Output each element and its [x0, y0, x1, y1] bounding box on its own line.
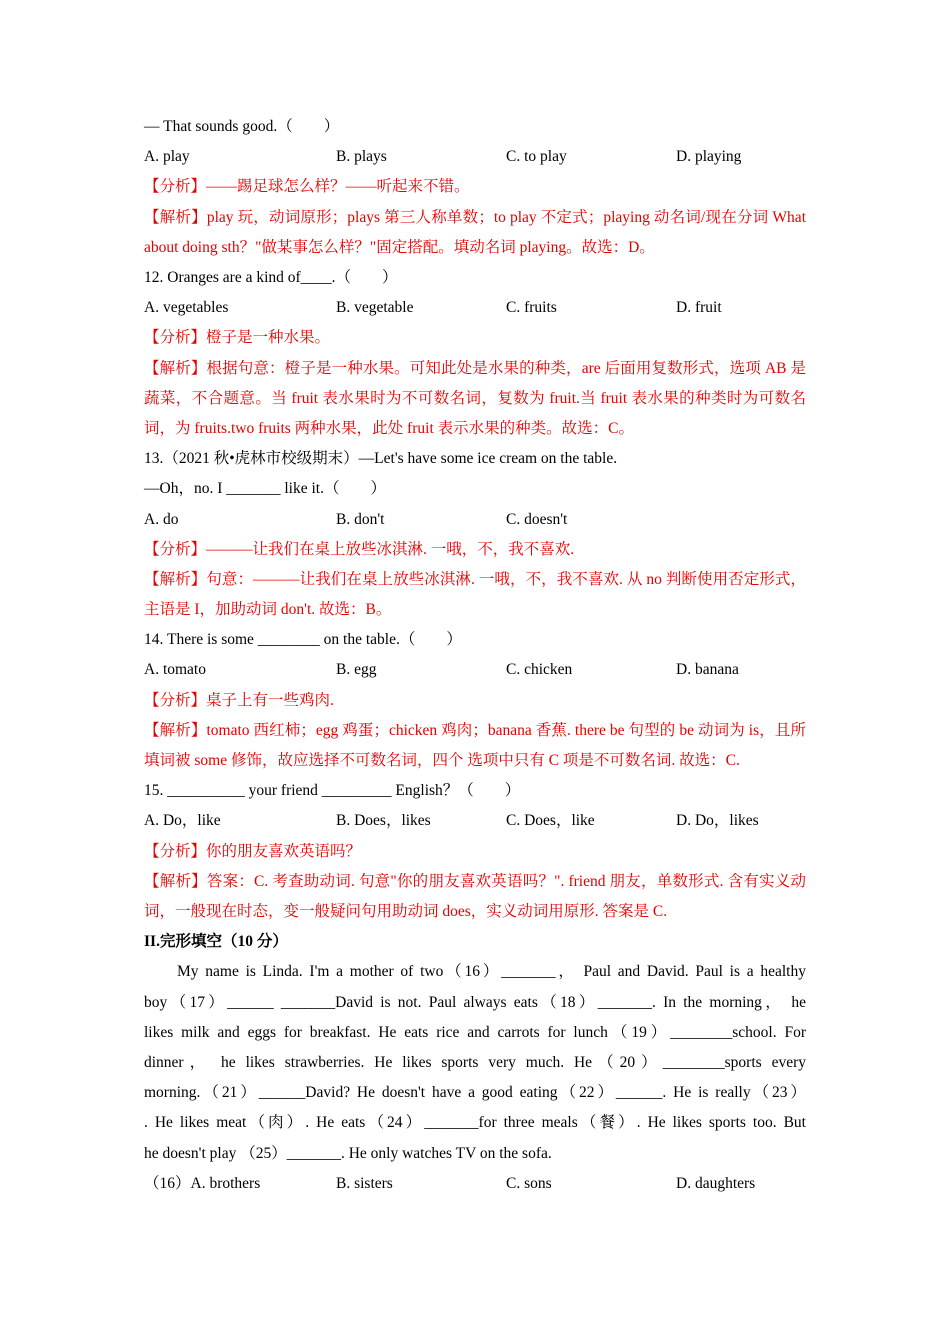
passage-line: he doesn't play （25）_______. He only watches TV on the sofa.	[144, 1144, 552, 1162]
q14-stem: 14. There is some ________ on the table.（ ）	[144, 631, 462, 649]
q11-explanation: 【解析】play 玩，动词原形；plays 第三人称单数；to play 不定式；playing 动名词/现在分词 What about doing sth？"做某事怎么样？"固定搭配。填动名词 playing。故选：D。	[144, 208, 806, 256]
q12-option-d: D. fruit	[676, 299, 722, 317]
q16-option-a: （16）A. brothers	[144, 1174, 261, 1192]
q15-option-d: D. Do，likes	[676, 812, 759, 830]
passage-line: boy（17）______ _______David is not. Paul always eats（18）_______. In the morning， he	[144, 993, 806, 1011]
passage-line: likes milk and eggs for breakfast. He eats rice and carrots for lunch（19）________school. For	[144, 1023, 806, 1041]
q14-option-a: A. tomato	[144, 661, 206, 679]
passage-line: . He likes meat（肉）. He eats（24）_______for three meals（餐）. He likes sports too. But	[144, 1114, 806, 1132]
q14-option-b: B. egg	[336, 661, 377, 679]
q13-stem-dialogue: —Oh，no. I _______ like it.（ ）	[144, 480, 386, 498]
q16-options	[144, 1169, 806, 1199]
q13-explanation: 【解析】句意：———让我们在桌上放些冰淇淋. 一哦，不，我不喜欢. 从 no 判断使用否定形式，主语是 I，加助动词 don't. 故选：B。	[144, 570, 806, 619]
q15-option-b: B. Does，likes	[336, 812, 431, 830]
q14-options	[144, 655, 806, 685]
document-content	[144, 112, 806, 1199]
q15-option-a: A. Do，like	[144, 812, 221, 830]
q12-explanation: 【解析】根据句意：橙子是一种水果。可知此处是水果的种类，are 后面用复数形式，选项 AB 是蔬菜，不合题意。当 fruit 表水果时为不可数名词，复数为 fruit.当 fruit 表水果的种类时为可数名词，为 fruits.two fruits 两种水果，此处 fruit 表示水果的种类。故选：C。	[144, 359, 806, 437]
q16-option-c: C. sons	[506, 1174, 552, 1192]
q15-explanation: 【解析】答案：C. 考查助动词. 句意"你的朋友喜欢英语吗？". friend 朋友，单数形式. 含有实义动词，一般现在时态，变一般疑问句用助动词 does，实义动词用原形. 答案是 C.	[144, 872, 806, 921]
q12-options	[144, 293, 806, 323]
section2-heading: II.完形填空（10 分）	[144, 933, 288, 951]
q12-option-c: C. fruits	[506, 299, 557, 317]
q11-stem-tail: — That sounds good.（ ）	[144, 118, 340, 135]
q11-option-b: B. plays	[336, 148, 387, 166]
q16-option-d: D. daughters	[676, 1174, 756, 1192]
q14-analysis: 【分析】桌子上有一些鸡肉.	[144, 691, 334, 709]
cloze-passage	[144, 957, 806, 1168]
q11-option-d: D. playing	[676, 148, 742, 166]
q15-option-c: C. Does，like	[506, 812, 595, 830]
q11-option-a: A. play	[144, 148, 190, 166]
passage-line: My name is Linda. I'm a mother of two（16）_______， Paul and David. Paul is a healthy	[177, 963, 806, 981]
q12-analysis: 【分析】橙子是一种水果。	[144, 329, 331, 347]
q11-options	[144, 142, 806, 172]
q13-analysis: 【分析】———让我们在桌上放些冰淇淋. 一哦，不，我不喜欢.	[144, 540, 575, 558]
q14-explanation: 【解析】tomato 西红柿；egg 鸡蛋；chicken 鸡肉；banana 香蕉. there be 句型的 be 动词为 is，且所填词被 some 修饰，故应选择不可数名词，四个 选项中只有 C 项是不可数名词. 故选：C.	[144, 721, 806, 770]
q11-analysis: 【分析】——踢足球怎么样？——听起来不错。	[144, 178, 470, 196]
q14-option-c: C. chicken	[506, 661, 573, 679]
q12-option-b: B. vegetable	[336, 299, 414, 317]
q15-options	[144, 806, 806, 836]
q13-option-b: B. don't	[336, 510, 385, 528]
q11-option-c: C. to play	[506, 148, 567, 166]
q13-option-a: A. do	[144, 510, 179, 528]
q13-options	[144, 505, 806, 535]
q12-stem: 12. Oranges are a kind of____.（ ）	[144, 268, 398, 286]
q13-option-c: C. doesn't	[506, 510, 568, 528]
passage-line: morning.（21）______David? He doesn't have a good eating（22）______. He is really（23）	[144, 1084, 806, 1102]
q12-option-a: A. vegetables	[144, 299, 229, 317]
q13-stem: 13.（2021 秋•虎林市校级期末）—Let's have some ice cream on the table.	[144, 450, 618, 468]
q16-option-b: B. sisters	[336, 1174, 393, 1192]
q15-stem: 15. __________ your friend _________ English？（ ）	[144, 782, 521, 800]
q15-analysis: 【分析】你的朋友喜欢英语吗？	[144, 842, 362, 860]
q14-option-d: D. banana	[676, 661, 739, 679]
passage-line: dinner， he likes strawberries. He likes sports very much. He（20）________sports every	[144, 1053, 806, 1071]
